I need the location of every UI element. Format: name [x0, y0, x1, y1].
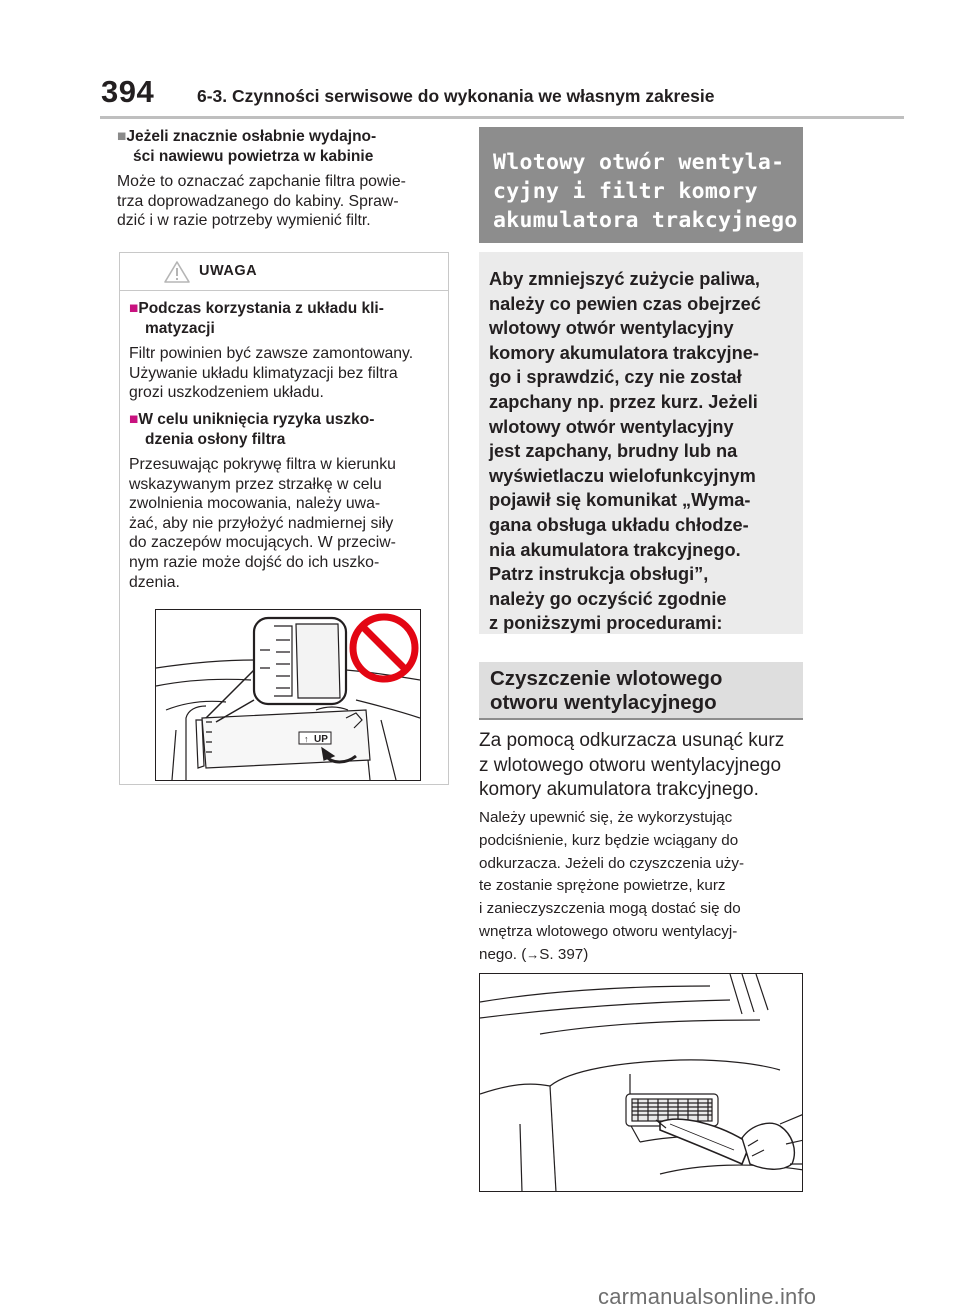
note-line: odkurzacza. Jeżeli do czyszczenia uży-	[479, 854, 745, 872]
caution-body-1	[129, 344, 447, 403]
paragraph-line: wskazywanym przez strzałkę w celu	[129, 475, 382, 493]
subheading-line: Czyszczenie wlotowego	[490, 667, 723, 690]
step-line: Za pomocą odkurzacza usunąć kurz	[479, 730, 785, 751]
left-heading-line: Jeżeli znacznie osłabnie wydajno-	[126, 128, 377, 145]
intro-line: zapchany np. przez kurz. Jeżeli	[489, 391, 758, 412]
left-paragraph	[117, 172, 449, 231]
paragraph-line: grozi uszkodzeniem układu.	[129, 384, 324, 402]
caution-heading-line: Podczas korzystania z układu kli-	[138, 300, 384, 317]
intro-text	[489, 267, 797, 636]
subheading	[490, 667, 790, 715]
section-title: 6-3. Czynności serwisowe do wykonania we własnym zakresie	[197, 86, 715, 106]
filter-cover-drawing	[156, 610, 421, 781]
intro-line: komory akumulatora trakcyjne-	[489, 342, 759, 363]
caution-heading-1	[129, 299, 447, 339]
paragraph-line: trza doprowadzanego do kabiny. Spraw-	[117, 192, 399, 210]
paragraph-line: zwolnienia mocowania, należy uwa-	[129, 495, 381, 513]
intro-line: gana obsługa układu chłodze-	[489, 514, 749, 535]
step-line: z wlotowego otworu wentylacyjnego	[479, 754, 782, 776]
note-line: Należy upewnić się, że wykorzystując	[479, 809, 733, 826]
caution-heading-2	[129, 410, 447, 450]
paragraph-line: nym razie może dojść do ich uszko-	[129, 553, 380, 571]
caution-label: UWAGA	[199, 263, 258, 279]
intro-line: wyświetlaczu wielofunkcyjnym	[489, 465, 756, 486]
heading-line: Wlotowy otwór wentyla-	[493, 150, 785, 175]
paragraph-line: Używanie układu klimatyzacji bez filtra	[129, 364, 398, 382]
step-line: komory akumulatora trakcyjnego.	[479, 779, 759, 800]
intro-line: wlotowy otwór wentylacyjny	[489, 318, 734, 339]
note-line: podciśnienie, kurz będzie wciągany do	[479, 831, 739, 849]
intro-line: Aby zmniejszyć zużycie paliwa,	[489, 269, 760, 289]
heading-line: akumulatora trakcyjnego	[493, 208, 798, 233]
section-title-box	[479, 127, 803, 243]
note-line	[479, 944, 805, 967]
intro-line: go i sprawdzić, czy nie został	[489, 367, 742, 388]
header-rule	[100, 116, 904, 119]
paragraph-line: Przesuwając pokrywę filtra w kierunku	[129, 456, 396, 473]
warning-triangle-icon	[163, 260, 191, 284]
bullet-square-icon: ■	[117, 128, 127, 145]
note-paragraph	[479, 807, 805, 967]
vent-cleaning-drawing	[480, 974, 803, 1192]
up-label: UP	[314, 734, 328, 745]
caution-divider	[120, 290, 448, 291]
paragraph-line: do zaczepów mocujących. W przeciw-	[129, 534, 396, 552]
subheading-rule	[479, 718, 803, 720]
paragraph-line: dzenia.	[129, 573, 180, 591]
heading-line: cyjny i filtr komory	[493, 179, 758, 204]
step-instruction	[479, 729, 805, 803]
caution-title	[163, 259, 443, 285]
intro-line: należy co pewien czas obejrzeć	[489, 293, 761, 314]
caution-heading-line: dzenia osłony filtra	[145, 431, 286, 448]
caution-body-2	[129, 455, 447, 592]
filter-cover-illustration	[155, 609, 421, 781]
bullet-square-icon: ■	[129, 411, 139, 428]
arrow-right-icon: →	[526, 946, 540, 962]
intro-line: wlotowy otwór wentylacyjny	[489, 416, 734, 437]
intro-line: z poniższymi procedurami:	[489, 613, 723, 634]
watermark: carmanualsonline.info	[598, 1284, 817, 1309]
note-line: i zanieczyszczenia mogą dostać się do	[479, 900, 741, 918]
section-heading	[493, 148, 798, 235]
intro-line: jest zapchany, brudny lub na	[489, 441, 738, 462]
subheading-box	[479, 662, 803, 718]
intro-box	[479, 252, 803, 634]
note-text-fragment: nego. (	[479, 945, 527, 963]
prohibition-icon	[353, 617, 415, 679]
intro-line: pojawił się komunikat „Wyma-	[489, 490, 751, 511]
subheading-line: otworu wentylacyjnego	[490, 691, 717, 714]
paragraph-line: Może to oznaczać zapchanie filtra powie-	[117, 173, 406, 190]
caution-heading-line: matyzacji	[145, 320, 215, 337]
intro-line: należy go oczyścić zgodnie	[489, 588, 727, 609]
left-heading-line: ści nawiewu powietrza w kabinie	[133, 148, 374, 165]
paragraph-line: żać, aby nie przyłożyć nadmiernej siły	[129, 514, 394, 532]
page-reference-link[interactable]: S. 397)	[539, 945, 589, 963]
note-line: te zostanie sprężone powietrze, kurz	[479, 877, 726, 895]
up-arrow-mark: ↑	[304, 734, 309, 744]
paragraph-line: dzić i w razie potrzeby wymienić filtr.	[117, 212, 371, 230]
intro-line: Patrz instrukcja obsługi”,	[489, 564, 709, 585]
left-heading	[117, 127, 447, 167]
paragraph-line: Filtr powinien być zawsze zamontowany.	[129, 345, 414, 362]
caution-heading-line: W celu uniknięcia ryzyka uszko-	[138, 411, 375, 428]
vent-cleaning-illustration	[479, 973, 803, 1192]
intro-line: nia akumulatora trakcyjnego.	[489, 539, 741, 560]
note-line: wnętrza wlotowego otworu wentylacyj-	[479, 922, 738, 940]
bullet-square-icon: ■	[129, 300, 139, 317]
page-number: 394	[101, 74, 155, 109]
